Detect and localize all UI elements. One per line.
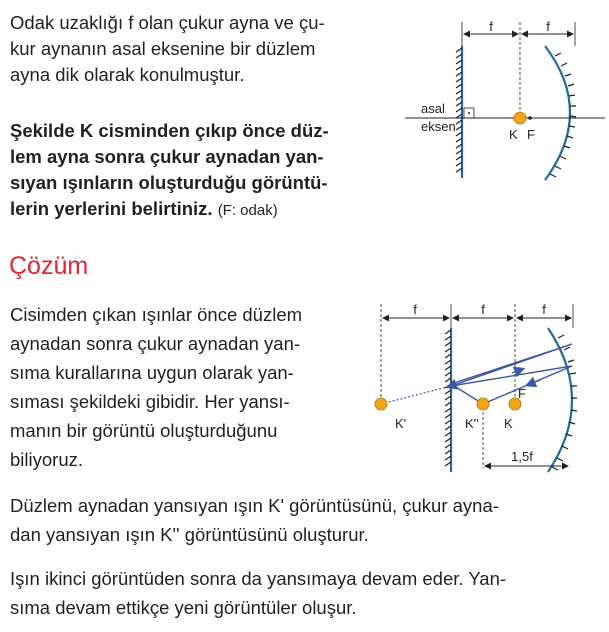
- f-label-1: f: [413, 302, 417, 317]
- f-label-1: f: [489, 19, 493, 34]
- light-rays: [451, 344, 572, 404]
- k-label: K: [509, 127, 518, 142]
- focus-point: [528, 116, 532, 120]
- k-prime-label: K': [395, 416, 407, 431]
- solution-heading: Çözüm: [9, 252, 89, 280]
- figure-1-diagram: [405, 18, 605, 198]
- f-label-2: f: [481, 302, 485, 317]
- image-k-prime-ball: [375, 398, 387, 410]
- problem-line-2: kur aynanın asal eksenine bir düzlem: [10, 38, 316, 59]
- paragraph-1-line-1: Düzlem aynadan yansıyan ışın K' görüntüsünü, çukur ayna-: [10, 495, 499, 516]
- solution-line-2: aynadan sonra çukur aynadan yan-: [10, 333, 301, 354]
- focus-note: (F: odak): [217, 202, 278, 219]
- object-k-ball: [514, 112, 526, 124]
- solution-line-5: manın bir görüntü oluşturduğunu: [10, 420, 278, 441]
- question-line-4-text: lerin yerlerini belirtiniz.: [10, 198, 213, 219]
- f-label-3: f: [542, 302, 546, 317]
- concave-mirror: [548, 328, 577, 472]
- solution-line-4: sıması şekildeki gibidir. Her yansı-: [10, 391, 290, 412]
- concave-mirror: [545, 46, 576, 180]
- plane-mirror: [445, 328, 451, 472]
- axis-label-eksen: eksen: [421, 119, 456, 134]
- k-label: K: [504, 416, 513, 431]
- plane-mirror: [456, 46, 462, 178]
- axis-label-asal: asal: [421, 101, 445, 116]
- paragraph-2-line-1: Işın ikinci görüntüden sonra da yansımaya devam eder. Yan-: [10, 568, 507, 589]
- problem-line-1: Odak uzaklığı f olan çukur ayna ve çu-: [10, 12, 325, 33]
- problem-line-3: ayna dik olarak konulmuştur.: [10, 64, 245, 85]
- paragraph-1-line-2: dan yansıyan ışın K'' görüntüsünü oluşturur.: [10, 524, 369, 545]
- virtual-ray-extension: [381, 386, 451, 404]
- k-double-prime-label: K'': [465, 416, 479, 431]
- paragraph-2-line-2: sıma devam ettikçe yeni görüntüler oluşur.: [10, 597, 357, 618]
- image-k-double-prime-ball: [477, 398, 489, 410]
- solution-line-1: Cisimden çıkan ışınlar önce düzlem: [10, 304, 303, 325]
- f-point-label: F: [518, 386, 526, 401]
- question-line-1: Şekilde K cisminden çıkıp önce düz-: [10, 120, 329, 141]
- solution-line-3: sıma kurallarına uygun olarak yan-: [10, 362, 294, 383]
- question-line-4: [10, 196, 278, 224]
- f-label-2: f: [546, 19, 550, 34]
- distance-label: 1,5f: [511, 449, 533, 464]
- solution-line-6: biliyoruz.: [10, 449, 83, 470]
- question-line-3: sıyan ışınların oluşturduğu görüntü-: [10, 172, 328, 193]
- question-line-2: lem ayna sonra çukur aynadan yan-: [10, 146, 324, 167]
- f-point-label: F: [527, 127, 535, 142]
- figure-2-diagram: [370, 300, 606, 482]
